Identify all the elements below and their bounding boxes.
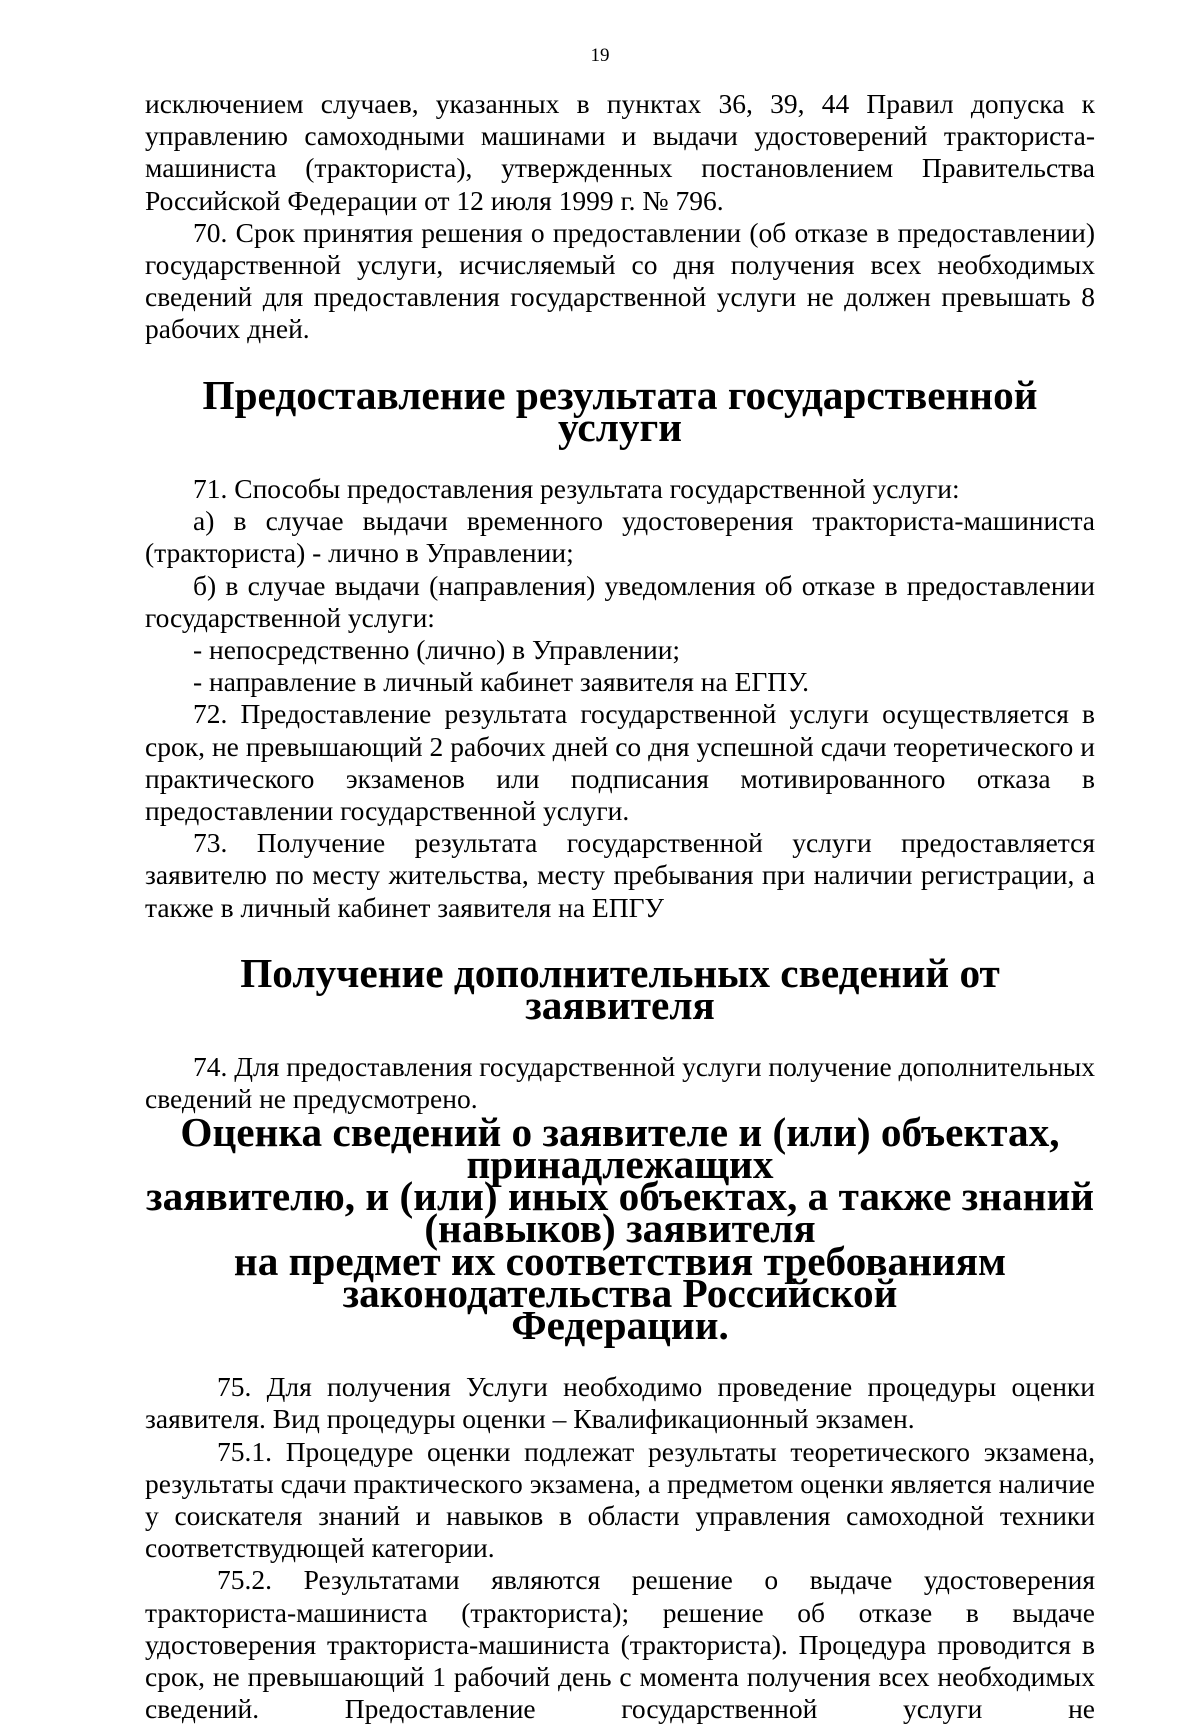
list-item-dash-2: - направление в личный кабинет заявителя на ЕГПУ. [193,666,810,698]
heading-line: Оценка сведений о заявителе и (или) объектах, принадлежащих [180,1108,1060,1187]
list-item-b: б) в случае выдачи (направления) уведомления об отказе в предоставлении государственной услуги: [145,569,1095,633]
paragraph-75: 75. Для получения Услуги необходимо проведение процедуры оценки заявителя. Вид процедуры оценки – Квалификационный экзамен. [145,1371,1095,1435]
section-result-body [145,473,1095,924]
list-item-a: а) в случае выдачи временного удостоверения тракториста-машиниста (тракториста) - лично в Управлении; [145,505,1095,569]
paragraph-continuation: исключением случаев, указанных в пунктах 36, 39, 44 Правил допуска к управлению самоходными машинами и выдачи удостоверений тракториста-машиниста (тракториста), утвержденных постановлением Правительства Российской Федерации от 12 июля 1999 г. № 796. [145,88,1095,216]
section-assessment-body [145,1371,1095,1725]
section-heading-result: Предоставление результата государственной услуги [202,371,1038,450]
paragraph-75-1: 75.1. Процедуре оценки подлежат результаты теоретического экзамена, результаты сдачи практического экзамена, а предметом оценки является наличие у соискателя знаний и навыков в области управления самоходной техники соответствудющей категории. [145,1435,1095,1564]
paragraph-75-2: 75.2. Результатами являются решение о выдаче удостоверения тракториста-машиниста (тракториста); решение об отказе в выдаче удостоверения тракториста-машиниста (тракториста). Процедура проводится в срок, не превышающий 1 рабочий день с момента получения всех необходимых сведений. Предоставление государственной услуги не [145,1564,1095,1725]
section-heading-assessment [145,1108,1095,1348]
list-item-dash-1: - непосредственно (лично) в Управлении; [193,634,681,666]
paragraph-71: 71. Способы предоставления результата государственной услуги: [193,473,960,505]
paragraph-73: 73. Получение результата государственной услуги предоставляется заявителю по месту жительства, месту пребывания при наличии регистрации, а также в личный кабинет заявителя на ЕПГУ [145,827,1095,923]
page-number: 19 [590,45,610,66]
heading-line: заявителю, и (или) иных объектах, а также знаний (навыков) заявителя [146,1173,1094,1252]
heading-line: Федерации. [511,1301,729,1348]
paragraph-74: 74. Для предоставления государственной услуги получение дополнительных сведений не предусмотрено. [145,1051,1095,1115]
section-heading-additional: Получение дополнительных сведений от заявителя [240,949,1000,1029]
document-body [145,88,1095,1725]
paragraph-70: 70. Срок принятия решения о предоставлении (об отказе в предоставлении) государственной услуги, исчисляемый со дня получения всех необходимых сведений для предоставления государственной услуги не должен превышать 8 рабочих дней. [145,216,1095,345]
section-additional-body [145,1051,1095,1115]
heading-line: на предмет их соответствия требованиям законодательства Российской [233,1237,1007,1316]
paragraph-72: 72. Предоставление результата государственной услуги осуществляется в срок, не превышающий 2 рабочих дней со дня успешной сдачи теоретического и практического экзаменов или подписания мотивированного отказа в предоставлении государственной услуги. [145,698,1095,827]
